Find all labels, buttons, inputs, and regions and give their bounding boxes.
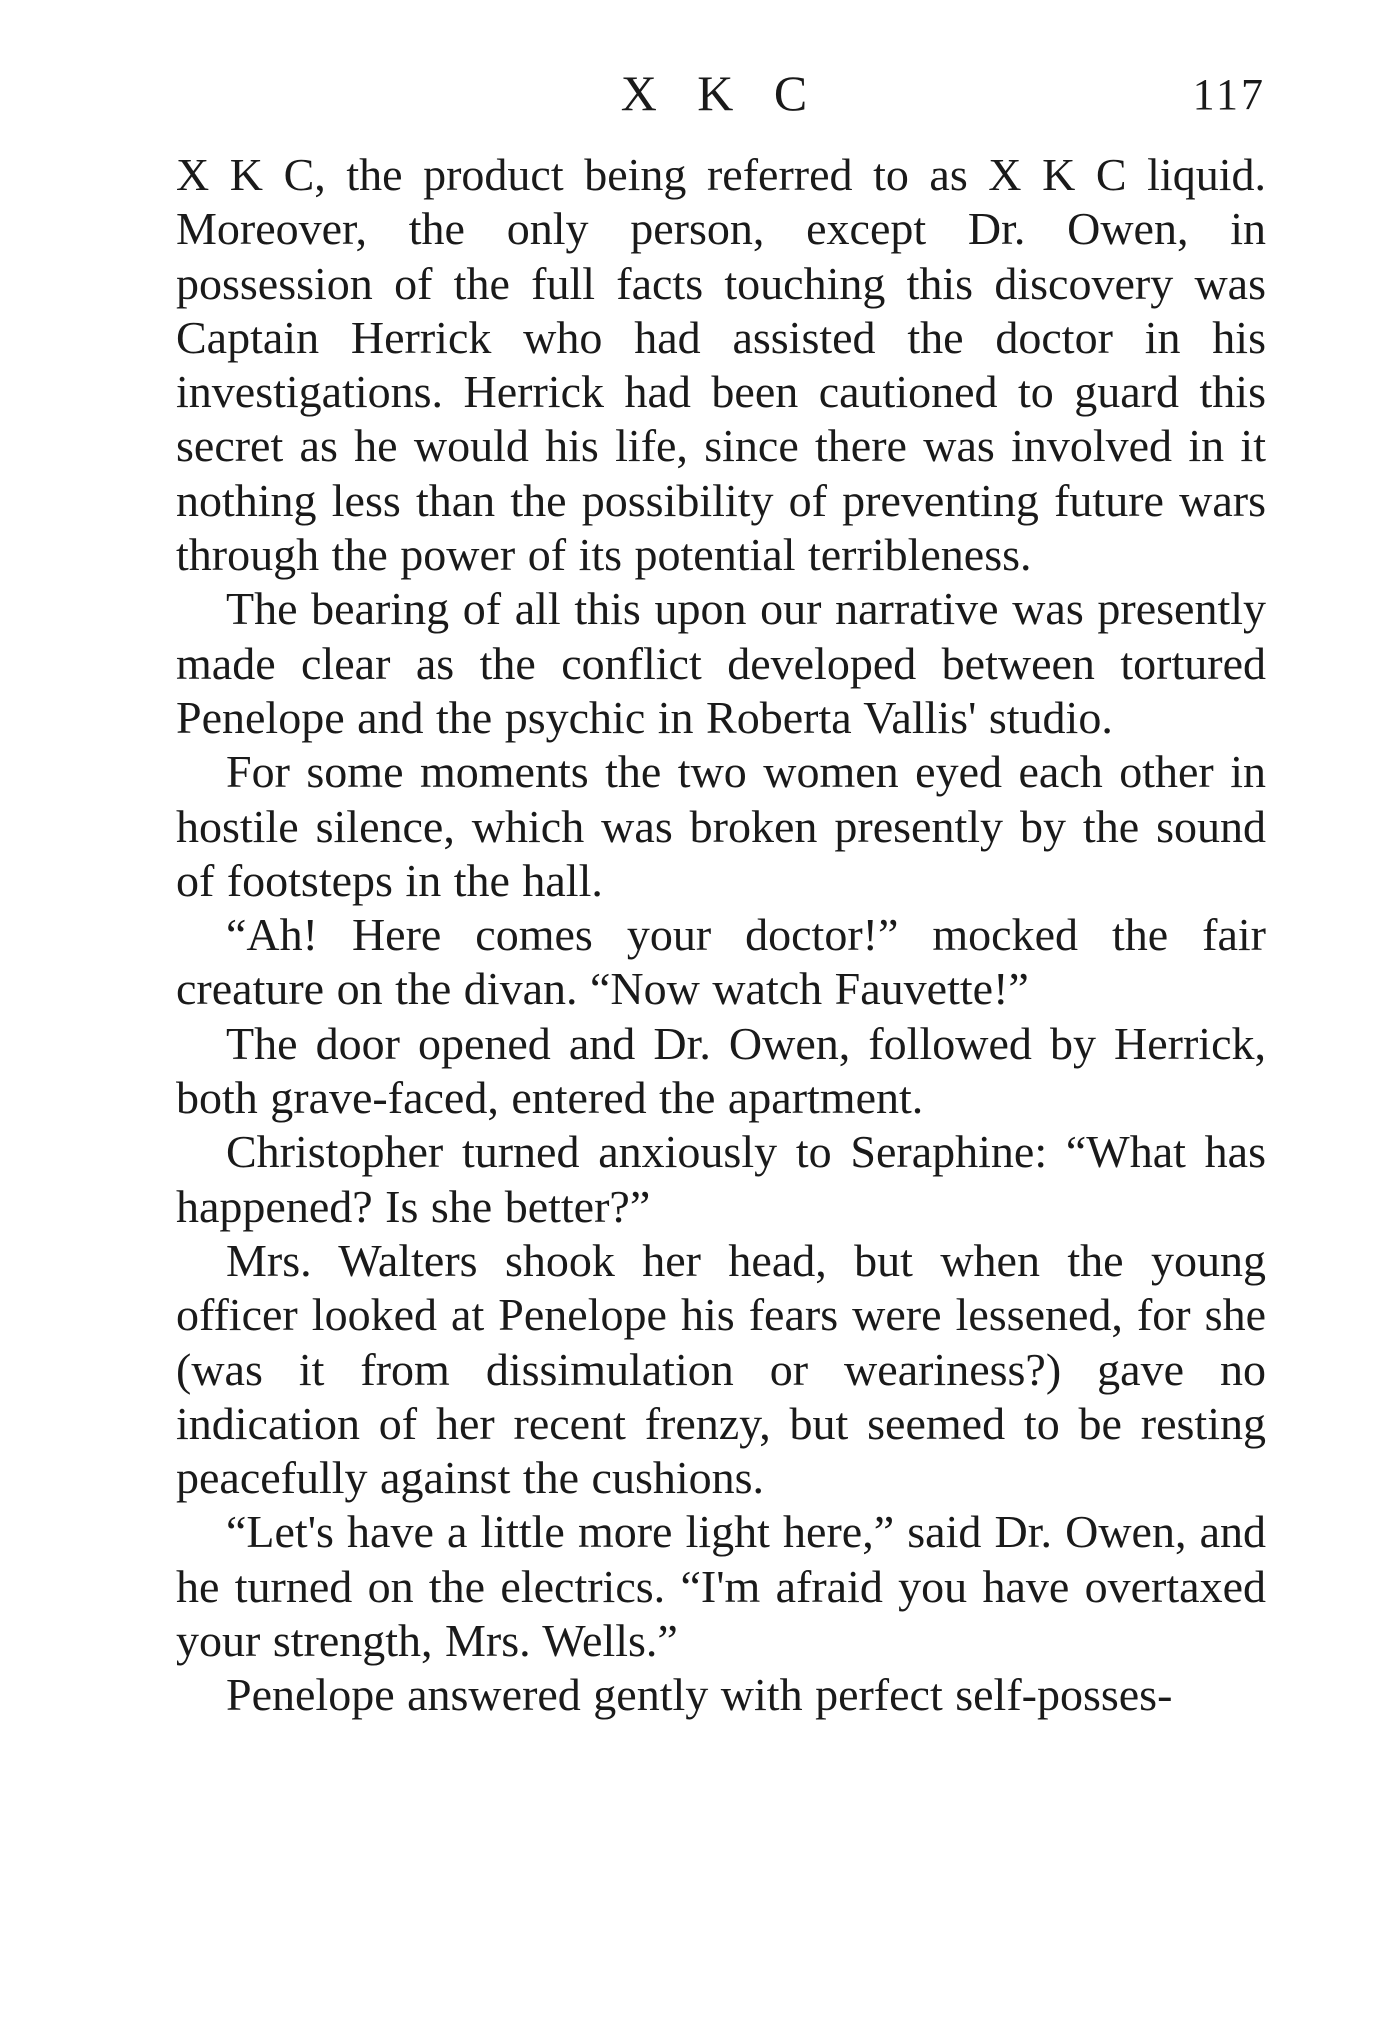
- paragraph: The door opened and Dr. Owen, followed by Herrick, both grave-faced, entered the apartment.: [176, 1017, 1266, 1124]
- paragraph: “Let's have a little more light here,” said Dr. Owen, and he turned on the electrics. “I'm afraid you have overtaxed your strength, Mrs. Wells.”: [176, 1506, 1266, 1667]
- paragraph: “Ah! Here comes your doctor!” mocked the fair creature on the divan. “Now watch Fauvette!”: [176, 909, 1266, 1015]
- running-title: X K C: [620, 65, 822, 121]
- paragraph: For some moments the two women eyed each other in hostile silence, which was broken presently by the sound of footsteps in the hall.: [176, 746, 1266, 906]
- page-number: 117: [1192, 70, 1266, 119]
- paragraph: The bearing of all this upon our narrative was presently made clear as the conflict developed between tortured Penelope and the psychic in Roberta Vallis' studio.: [176, 583, 1266, 743]
- running-head: [176, 58, 1266, 128]
- paragraph: Christopher turned anxiously to Seraphine: “What has happened? Is she better?”: [176, 1126, 1266, 1232]
- body-text: [176, 148, 1266, 1723]
- paragraph: Mrs. Walters shook her head, but when the young officer looked at Penelope his fears were lessened, for she (was it from dissimulation or weariness?) gave no indication of her recent frenzy, but seemed to be resting peacefully against the cushions.: [176, 1234, 1266, 1504]
- paragraph-continues: Penelope answered gently with perfect self-posses-: [226, 1669, 1173, 1721]
- paragraph-continued: X K C, the product being referred to as X K C liquid. Moreover, the only person, except Dr. Owen, in possession of the full facts touching this discovery was Captain Herrick who had assisted the doctor in his investigations. Herrick had been cautioned to guard this secret as he would his life, since there was involved in it nothing less than the possibility of preventing future wars through the power of its potential terribleness.: [176, 149, 1266, 581]
